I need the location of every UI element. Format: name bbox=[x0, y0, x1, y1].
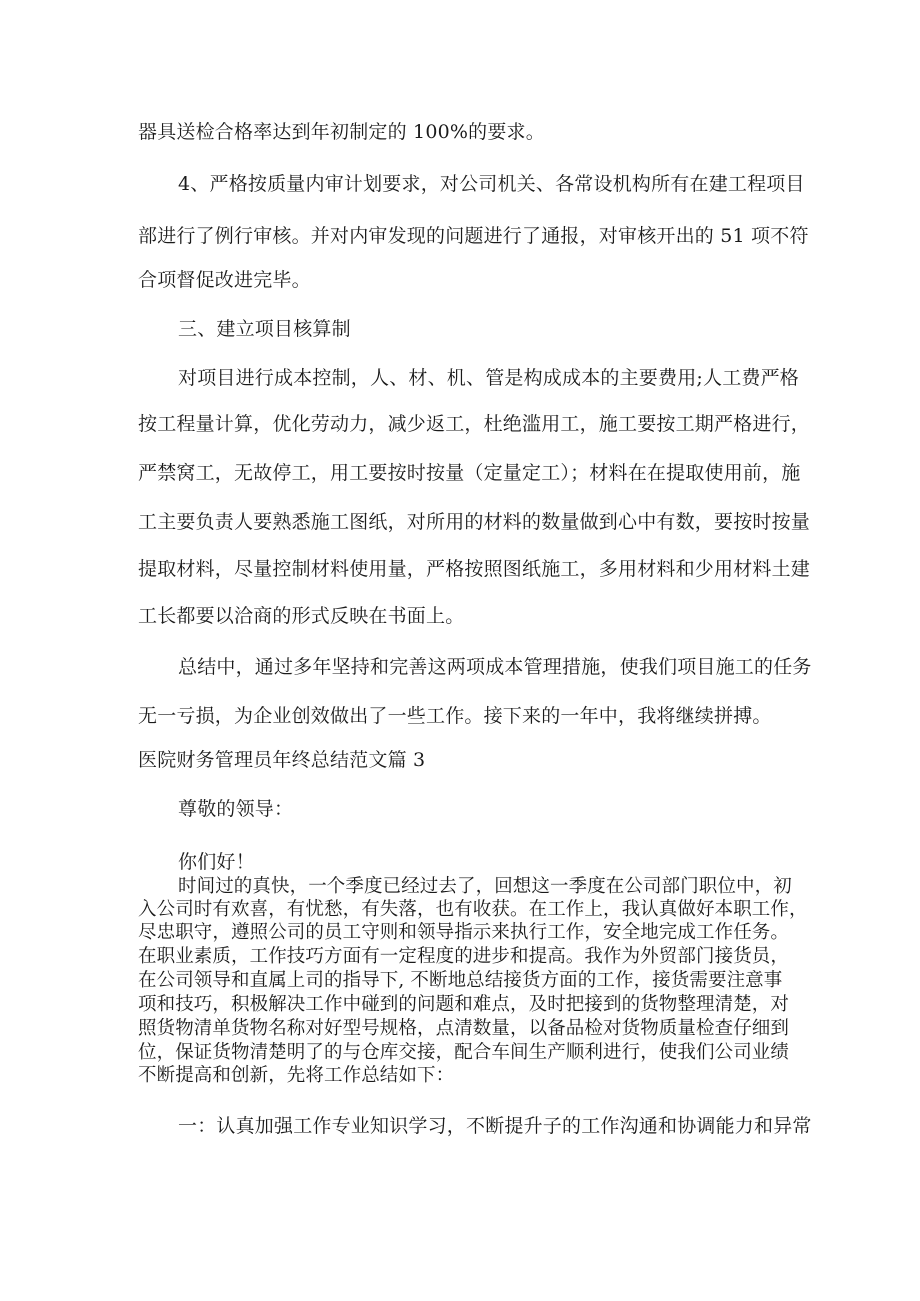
text-line: 在职业素质，工作技巧方面有一定程度的进步和提高。我作为外贸部门接货员， bbox=[138, 946, 790, 967]
text-line: 入公司时有欢喜，有忧愁，有失落，也有收获。在工作上，我认真做好本职工作， bbox=[138, 899, 808, 920]
text-line: 项和技巧，积极解决工作中碰到的问题和难点，及时把接到的货物整理清楚，对 bbox=[138, 994, 790, 1015]
section-heading: 三、建立项目核算制 bbox=[178, 318, 351, 340]
text-line: 无一亏损，为企业创效做出了一些工作。接下来的一年中，我将继续拼搏。 bbox=[138, 705, 772, 727]
text-line: 提取材料，尽量控制材料使用量，严格按照图纸施工，多用材料和少用材料土建 bbox=[138, 558, 811, 580]
salutation: 尊敬的领导： bbox=[178, 798, 294, 820]
text-line: 尽忠职守，遵照公司的员工守则和领导指示来执行工作，安全地完成工作任务。 bbox=[138, 922, 790, 943]
text-line: 工长都要以洽商的形式反映在书面上。 bbox=[138, 605, 465, 627]
text-line: 总结中，通过多年坚持和完善这两项成本管理措施，使我们项目施工的任务 bbox=[178, 656, 812, 678]
article-title: 医院财务管理员年终总结范文篇 3 bbox=[138, 749, 426, 771]
text-line: 位，保证货物清楚明了的与仓库交接，配合车间生产顺利进行，使我们公司业绩 bbox=[138, 1042, 790, 1063]
text-line: 一：认真加强工作专业知识学习，不断提升子的工作沟通和协调能力和异常 bbox=[178, 1115, 812, 1137]
text-line: 部进行了例行审核。并对内审发现的问题进行了通报，对审核开出的 51 项不符 bbox=[138, 225, 809, 247]
text-line: 时间过的真快，一个季度已经过去了，回想这一季度在公司部门职位中，初 bbox=[178, 876, 792, 897]
text-line: 按工程量计算，优化劳动力，减少返工，杜绝滥用工，施工要按工期严格进行， bbox=[138, 413, 811, 435]
text-line: 工主要负责人要熟悉施工图纸，对所用的材料的数量做到心中有数，要按时按量 bbox=[138, 511, 811, 533]
text-line: 在公司领导和直属上司的指导下, 不断地总结接货方面的工作，接货需要注意事 bbox=[138, 970, 783, 991]
text-line: 严禁窝工，无故停工，用工要按时按量（定量定工）；材料在在提取使用前，施 bbox=[138, 462, 801, 484]
text-line: 照货物清单货物名称对好型号规格，点清数量，以备品检对货物质量检查仔细到 bbox=[138, 1018, 790, 1039]
greeting: 你们好！ bbox=[178, 851, 255, 873]
text-line: 不断提高和创新，先将工作总结如下： bbox=[138, 1065, 455, 1086]
text-line: 合项督促改进完毕。 bbox=[138, 269, 311, 291]
text-line: 器具送检合格率达到年初制定的 100%的要求。 bbox=[138, 121, 545, 143]
text-line: 4、严格按质量内审计划要求，对公司机关、各常设机构所有在建工程项目 bbox=[178, 173, 805, 195]
text-line: 对项目进行成本控制，人、材、机、管是构成成本的主要费用;人工费严格 bbox=[178, 367, 800, 389]
